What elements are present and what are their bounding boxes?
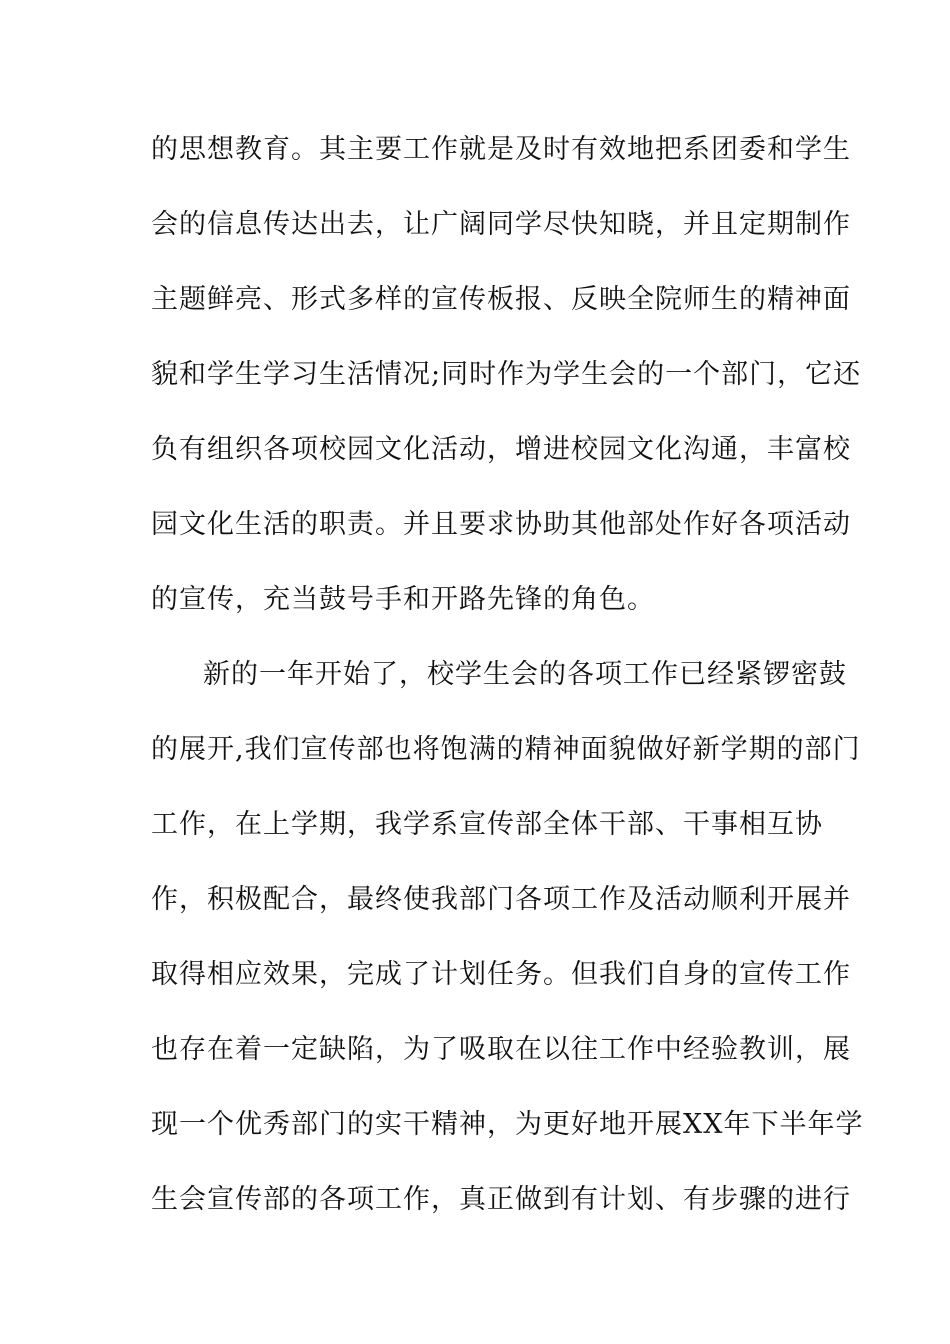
- text-line: 也存在着一定缺陷，为了吸取在以往工作中经验教训，展: [151, 1034, 851, 1065]
- text-line: 取得相应效果，完成了计划任务。但我们自身的宣传工作: [151, 959, 851, 990]
- text-line: 貌和学生学习生活情况;同时作为学生会的一个部门，它还: [151, 359, 862, 390]
- text-line: 主题鲜亮、形式多样的宣传板报、反映全院师生的精神面: [151, 284, 851, 315]
- text-line: 的宣传，充当鼓号手和开路先锋的角色。: [151, 584, 655, 615]
- text-line: 园文化生活的职责。并且要求协助其他部处作好各项活动: [151, 509, 851, 540]
- paragraph-first-line: 新的一年开始了，校学生会的各项工作已经紧锣密鼓: [203, 659, 847, 690]
- text-line: 工作，在上学期，我学系宣传部全体干部、干事相互协: [151, 809, 823, 840]
- text-line: 的展开,我们宣传部也将饱满的精神面貌做好新学期的部门: [151, 734, 861, 765]
- text-line: 现一个优秀部门的实干精神，为更好地开展XX年下半年学: [151, 1109, 864, 1140]
- text-line: 作，积极配合，最终使我部门各项工作及活动顺利开展并: [151, 884, 851, 915]
- text-line: 的思想教育。其主要工作就是及时有效地把系团委和学生: [151, 134, 851, 165]
- text-line: 会的信息传达出去，让广阔同学尽快知晓，并且定期制作: [151, 209, 851, 240]
- text-line: 生会宣传部的各项工作，真正做到有计划、有步骤的进行: [151, 1184, 851, 1215]
- text-line: 负有组织各项校园文化活动，增进校园文化沟通，丰富校: [151, 434, 851, 465]
